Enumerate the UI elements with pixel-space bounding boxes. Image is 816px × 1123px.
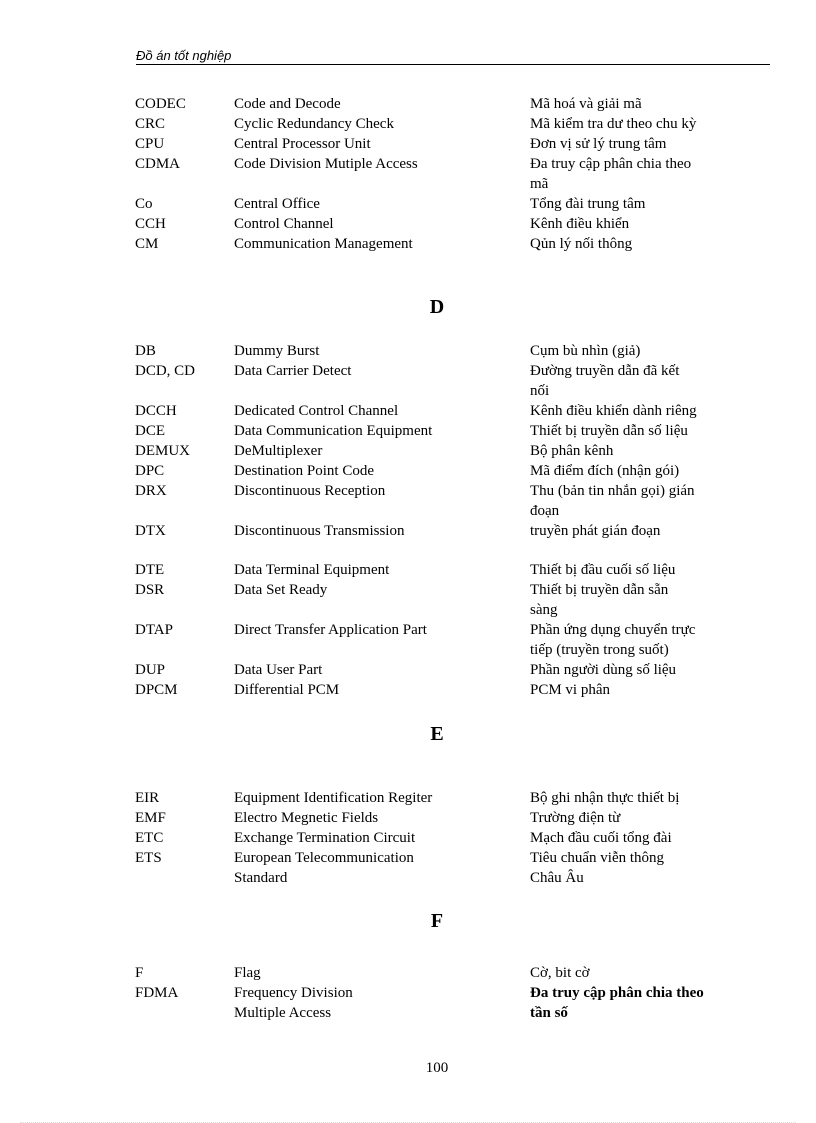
abbreviation: ETC: [135, 830, 164, 846]
page-header: [136, 46, 770, 65]
abbreviation: FDMA: [135, 985, 179, 1001]
abbreviation: CRC: [135, 116, 166, 132]
english-term: Control Channel: [234, 216, 334, 232]
abbreviation: CODEC: [135, 96, 186, 112]
vietnamese-term: Bộ phân kênh: [530, 443, 614, 459]
vietnamese-term: truyền phát gián đoạn: [530, 523, 661, 539]
vietnamese-term: Mã hoá và giải mã: [530, 96, 642, 112]
english-term: Data Communication Equipment: [234, 423, 433, 439]
vietnamese-term: Kênh điều khiển: [530, 216, 630, 232]
english-term: Flag: [234, 965, 261, 981]
abbreviation: DPC: [135, 463, 165, 479]
vietnamese-term: Qủn lý nối thông: [530, 236, 633, 252]
abbreviation: CPU: [135, 136, 165, 152]
abbreviation: DTE: [135, 562, 165, 578]
abbreviation: DPCM: [135, 682, 178, 698]
english-term: Cyclic Redundancy Check: [234, 116, 394, 132]
english-term: Exchange Termination Circuit: [234, 830, 416, 846]
page-number: 100: [425, 1060, 449, 1076]
abbreviation: DRX: [135, 483, 167, 499]
english-term: Central Processor Unit: [234, 136, 371, 152]
abbreviation: F: [135, 965, 144, 981]
english-term: Communication Management: [234, 236, 413, 252]
vietnamese-term: Đa truy cập phân chia theo tần số: [530, 985, 704, 1021]
english-term: Dummy Burst: [234, 343, 320, 359]
vietnamese-term: Mã kiểm tra dư theo chu kỳ: [530, 116, 697, 132]
vietnamese-term: Đường truyền dẫn đã kết nối: [530, 363, 680, 399]
vietnamese-term: Cụm bù nhìn (giả): [530, 343, 641, 359]
abbreviation: CDMA: [135, 156, 181, 172]
header-title: Đồ án tốt nghiệp: [136, 48, 232, 63]
abbreviation: DCD, CD: [135, 363, 196, 379]
vietnamese-term: Kênh điều khiển dành riêng: [530, 403, 697, 419]
section-heading-e: E: [430, 723, 444, 745]
vietnamese-term: Thiết bị truyền dẫn số liệu: [530, 423, 688, 439]
vietnamese-term: Tổng đài trung tâm: [530, 196, 646, 212]
abbreviation: DCE: [135, 423, 165, 439]
english-term: European Telecommunication Standard: [234, 850, 414, 886]
abbreviation: DCCH: [135, 403, 177, 419]
english-term: Data Terminal Equipment: [234, 562, 390, 578]
english-term: Data Carrier Detect: [234, 363, 352, 379]
vietnamese-term: Thiết bị đầu cuối số liệu: [530, 562, 676, 578]
english-term: Electro Megnetic Fields: [234, 810, 379, 826]
abbreviation: Co: [135, 196, 153, 212]
vietnamese-term: Mạch đầu cuối tổng đài: [530, 830, 672, 846]
vietnamese-term: Mã điểm đích (nhận gói): [530, 463, 680, 479]
english-term: Dedicated Control Channel: [234, 403, 399, 419]
english-term: Discontinuous Transmission: [234, 523, 405, 539]
section-heading-f: F: [430, 910, 444, 932]
abbreviation: EMF: [135, 810, 166, 826]
english-term: Direct Transfer Application Part: [234, 622, 427, 638]
abbreviation: DSR: [135, 582, 165, 598]
english-term: Equipment Identification Regiter: [234, 790, 433, 806]
english-term: Discontinuous Reception: [234, 483, 386, 499]
section-heading-d: D: [429, 296, 445, 318]
english-term: Data User Part: [234, 662, 323, 678]
abbreviation: EIR: [135, 790, 160, 806]
english-term: Differential PCM: [234, 682, 340, 698]
vietnamese-term: Đa truy cập phân chia theo mã: [530, 156, 692, 192]
abbreviation: CCH: [135, 216, 166, 232]
vietnamese-term: Thu (bản tin nhắn gọi) gián đoạn: [530, 483, 695, 519]
vietnamese-term: Tiêu chuẩn viễn thông Châu Âu: [530, 850, 665, 886]
vietnamese-term: Cờ, bit cờ: [530, 965, 590, 981]
abbreviation: DUP: [135, 662, 166, 678]
abbreviation: DTAP: [135, 622, 173, 638]
vietnamese-term: Đơn vị sử lý trung tâm: [530, 136, 667, 152]
abbreviation: DTX: [135, 523, 166, 539]
abbreviation: DB: [135, 343, 156, 359]
english-term: Frequency Division Multiple Access: [234, 985, 353, 1021]
english-term: DeMultiplexer: [234, 443, 323, 459]
abbreviation: DEMUX: [135, 443, 190, 459]
vietnamese-term: Phần ứng dụng chuyển trực tiếp (truyền trong suốt): [530, 622, 696, 658]
english-term: Code Division Mutiple Access: [234, 156, 418, 172]
english-term: Data Set Ready: [234, 582, 328, 598]
abbreviation: CM: [135, 236, 159, 252]
vietnamese-term: PCM vi phân: [530, 682, 611, 698]
english-term: Destination Point Code: [234, 463, 374, 479]
vietnamese-term: Trường điện từ: [530, 810, 621, 826]
abbreviation: ETS: [135, 850, 162, 866]
english-term: Code and Decode: [234, 96, 341, 112]
vietnamese-term: Thiết bị truyền dẫn sẵn sàng: [530, 582, 669, 618]
english-term: Central Office: [234, 196, 320, 212]
vietnamese-term: Bộ ghi nhận thực thiết bị: [530, 790, 680, 806]
vietnamese-term: Phần người dùng số liệu: [530, 662, 677, 678]
